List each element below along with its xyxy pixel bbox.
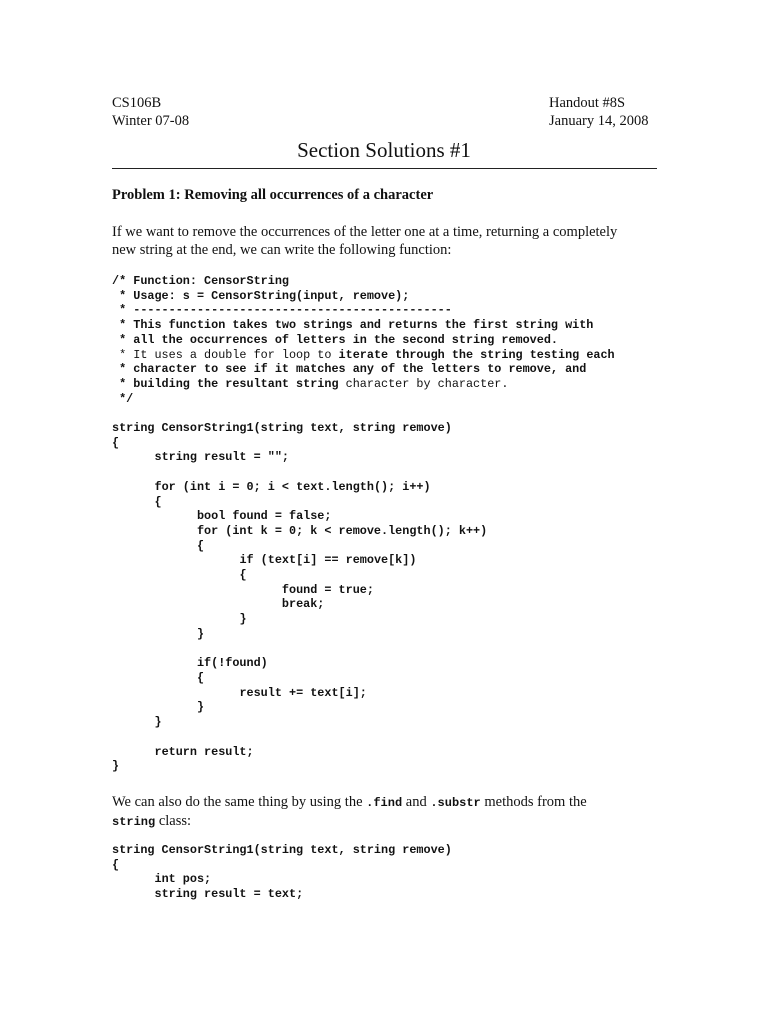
code-line: string CensorString1(string text, string remove) (112, 843, 452, 857)
code-comment-line: * This function takes two strings and returns the first string with (112, 318, 594, 333)
para2-text: and (402, 794, 431, 810)
second-paragraph (112, 793, 657, 831)
string-class-name: string (112, 815, 156, 829)
code-line: } (112, 759, 120, 774)
code-line: { (112, 857, 120, 872)
para2-text: class: (155, 813, 192, 829)
code-line: return result; (112, 744, 254, 759)
page-title: Section Solutions #1 (297, 138, 471, 162)
para2-text: We can also do the same thing by using the (112, 794, 367, 810)
intro-paragraph (112, 223, 657, 259)
code-line: string CensorString1(string text, string remove) (112, 421, 452, 436)
code-line: string result = text; (112, 887, 304, 902)
code-line: } (112, 612, 247, 627)
code-line: string result = ""; (112, 450, 289, 465)
course-name: CS106B (112, 95, 162, 111)
code-line: { (112, 670, 205, 685)
para2-line-2 (112, 812, 657, 831)
code-comment-line: * Usage: s = CensorString(input, remove); (112, 288, 410, 303)
find-method: .find (366, 796, 403, 810)
code-comment-line: * --------------------------------------------- (112, 303, 452, 318)
code-block-2 (112, 843, 452, 902)
code-comment-bold: iterate through the string testing each (338, 347, 615, 362)
code-body (112, 421, 487, 773)
term: Winter 07-08 (112, 113, 190, 129)
code-comment-line: * all the occurrences of letters in the second string removed. (112, 332, 558, 347)
code-comment-normal: character by character. (345, 376, 509, 391)
handout-number: Handout #8S (549, 95, 626, 111)
code-line: { (112, 568, 247, 583)
code-line: for (int i = 0; i < text.length(); i++) (112, 479, 431, 494)
intro-line-1: If we want to remove the occurrences of the letter one at a time, returning a completely (112, 224, 618, 240)
code-comment-normal: * It uses a double for loop to (112, 347, 339, 362)
code-line: { (112, 435, 120, 450)
title-divider (112, 168, 657, 169)
substr-method: .substr (430, 796, 481, 810)
header-left (112, 94, 189, 130)
code-line: } (112, 700, 205, 715)
code-comment-line: * character to see if it matches any of the letters to remove, and (112, 362, 587, 377)
code-line: bool found = false; (112, 509, 332, 524)
code-line: found = true; (112, 582, 374, 597)
code-comment-line: */ (112, 391, 134, 406)
code-line: { (112, 538, 205, 553)
para2-text: methods from the (480, 794, 587, 810)
code-line: if(!found) (112, 656, 268, 671)
code-block-1 (112, 274, 615, 774)
code-line: result += text[i]; (112, 685, 367, 700)
code-comment-bold: * building the resultant string (112, 376, 346, 391)
header-right (549, 94, 648, 130)
code-line: if (text[i] == remove[k]) (112, 553, 417, 568)
problem-heading: Problem 1: Removing all occurrences of a character (112, 187, 434, 203)
intro-line-2: new string at the end, we can write the following function: (112, 242, 452, 258)
code-line: int pos; (112, 872, 212, 887)
code-line: { (112, 494, 162, 509)
code-line: break; (112, 597, 325, 612)
code-line: } (112, 715, 162, 730)
code-line: for (int k = 0; k < remove.length(); k++) (112, 523, 488, 538)
para2-line-1 (112, 793, 657, 812)
handout-date: January 14, 2008 (549, 113, 649, 129)
code-line: } (112, 626, 205, 641)
code-comment-line: /* Function: CensorString (112, 274, 289, 288)
